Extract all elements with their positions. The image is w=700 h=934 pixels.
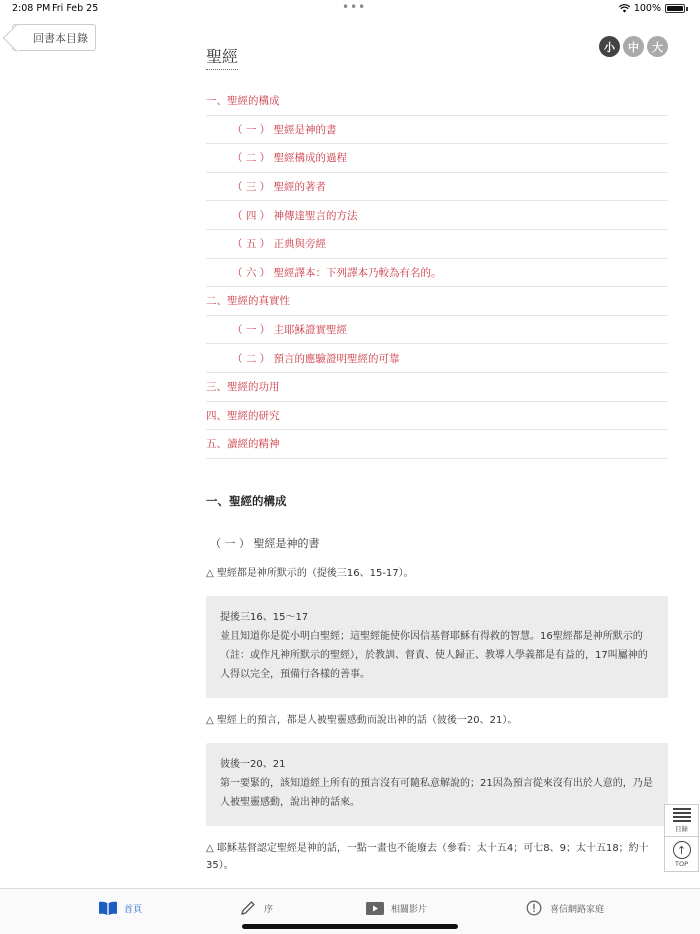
scripture-reference: 彼後一20、21 bbox=[220, 759, 286, 770]
back-chevron-icon bbox=[3, 24, 31, 52]
scripture-text: 並且知道你是從小明白聖經；這聖經能使你因信基督耶穌有得救的智慧。16聖經都是神所默示的（註：或作凡神所默示的聖經），於教訓、督責、使人歸正、教導人學義都是有益的，17叫屬神的人得以完全，預備行各樣的善事。 bbox=[220, 631, 648, 680]
paragraph: △ 聖經都是神所默示的（提後三16、15-17）。 bbox=[206, 568, 414, 579]
section-heading: 一、聖經的構成 bbox=[206, 494, 287, 508]
font-size-medium-button[interactable]: 中 bbox=[623, 36, 644, 57]
floating-side-buttons bbox=[664, 804, 699, 872]
page-title: 聖經 bbox=[206, 44, 238, 70]
toc-item[interactable]: （ 五 ） 正典與旁經 bbox=[206, 230, 668, 259]
play-icon bbox=[365, 900, 385, 916]
toc-button[interactable] bbox=[665, 805, 698, 837]
toc-item[interactable]: （ 二 ） 聖經構成的過程 bbox=[206, 144, 668, 173]
pencil-icon bbox=[238, 900, 258, 916]
tab-home[interactable] bbox=[98, 900, 142, 916]
subsection-heading: （ 一 ） 聖經是神的書 bbox=[210, 537, 320, 550]
tab-preface[interactable] bbox=[238, 900, 273, 916]
back-button-label: 回書本目錄 bbox=[33, 31, 88, 45]
status-date: Fri Feb 25 bbox=[52, 3, 99, 14]
toc-item[interactable]: 五、讀經的精神 bbox=[206, 430, 668, 459]
tab-label: 喜信網路家庭 bbox=[550, 904, 605, 915]
top-button-label: TOP bbox=[674, 860, 688, 868]
toc-button-label: 目錄 bbox=[675, 825, 688, 833]
toc-item[interactable]: 一、聖經的構成 bbox=[206, 87, 668, 116]
toc-item[interactable]: （ 一 ） 聖經是神的書 bbox=[206, 116, 668, 145]
toc-item[interactable]: （ 六 ） 聖經譯本：下列譯本乃較為有名的。 bbox=[206, 259, 668, 288]
toc-item[interactable]: （ 三 ） 聖經的著者 bbox=[206, 173, 668, 202]
status-time: 2:08 PM bbox=[12, 3, 51, 14]
scripture-quote bbox=[206, 743, 668, 826]
toc-item[interactable]: 三、聖經的功用 bbox=[206, 373, 668, 402]
table-of-contents bbox=[206, 87, 668, 459]
book-icon bbox=[98, 900, 118, 916]
info-icon bbox=[524, 900, 544, 916]
scroll-to-top-button[interactable] bbox=[665, 837, 698, 872]
tab-gospel-family[interactable] bbox=[524, 900, 604, 916]
battery-nub bbox=[686, 7, 688, 11]
status-right bbox=[619, 3, 688, 14]
toc-item[interactable]: （ 四 ） 神傳達聖言的方法 bbox=[206, 201, 668, 230]
tab-label: 首頁 bbox=[124, 904, 143, 915]
article-content bbox=[206, 493, 668, 888]
wifi-icon bbox=[619, 4, 630, 13]
battery-icon bbox=[665, 4, 685, 13]
home-indicator[interactable] bbox=[242, 924, 458, 929]
font-size-small-button[interactable]: 小 bbox=[599, 36, 620, 57]
scripture-text: 第一要緊的，該知道經上所有的預言沒有可隨私意解說的；21因為預言從來沒有出於人意的，乃是人被聖靈感動，說出神的話來。 bbox=[220, 778, 653, 808]
scripture-reference: 提後三16、15～17 bbox=[220, 612, 309, 623]
font-size-large-button[interactable]: 大 bbox=[647, 36, 668, 57]
toc-item[interactable]: （ 一 ） 主耶穌證實聖經 bbox=[206, 316, 668, 345]
paragraph: △ 耶穌基督認定聖經是神的話，一點一畫也不能廢去（參看：太十五4；可七8、9；太十五18；約十35）。 bbox=[206, 843, 649, 871]
toc-item[interactable]: 四、聖經的研究 bbox=[206, 402, 668, 431]
toc-item[interactable]: （ 二 ） 預言的應驗證明聖經的可靠 bbox=[206, 344, 668, 373]
tab-label: 相關影片 bbox=[391, 904, 428, 915]
status-bar bbox=[0, 0, 700, 18]
scripture-quote bbox=[206, 596, 668, 698]
tab-videos[interactable] bbox=[365, 900, 427, 916]
paragraph: △ 聖經上的預言，都是人被聖靈感動而說出神的話（彼後一20、21）。 bbox=[206, 715, 518, 726]
tab-label: 序 bbox=[264, 904, 274, 915]
list-icon bbox=[673, 808, 691, 822]
back-to-book-toc-button[interactable] bbox=[12, 24, 96, 51]
multitasking-dots-icon[interactable]: ••• bbox=[342, 0, 367, 14]
font-size-selector bbox=[599, 36, 668, 57]
battery-percent: 100% bbox=[633, 3, 661, 14]
toc-item[interactable]: 二、聖經的真實性 bbox=[206, 287, 668, 316]
arrow-up-icon: ↑ bbox=[673, 841, 691, 859]
